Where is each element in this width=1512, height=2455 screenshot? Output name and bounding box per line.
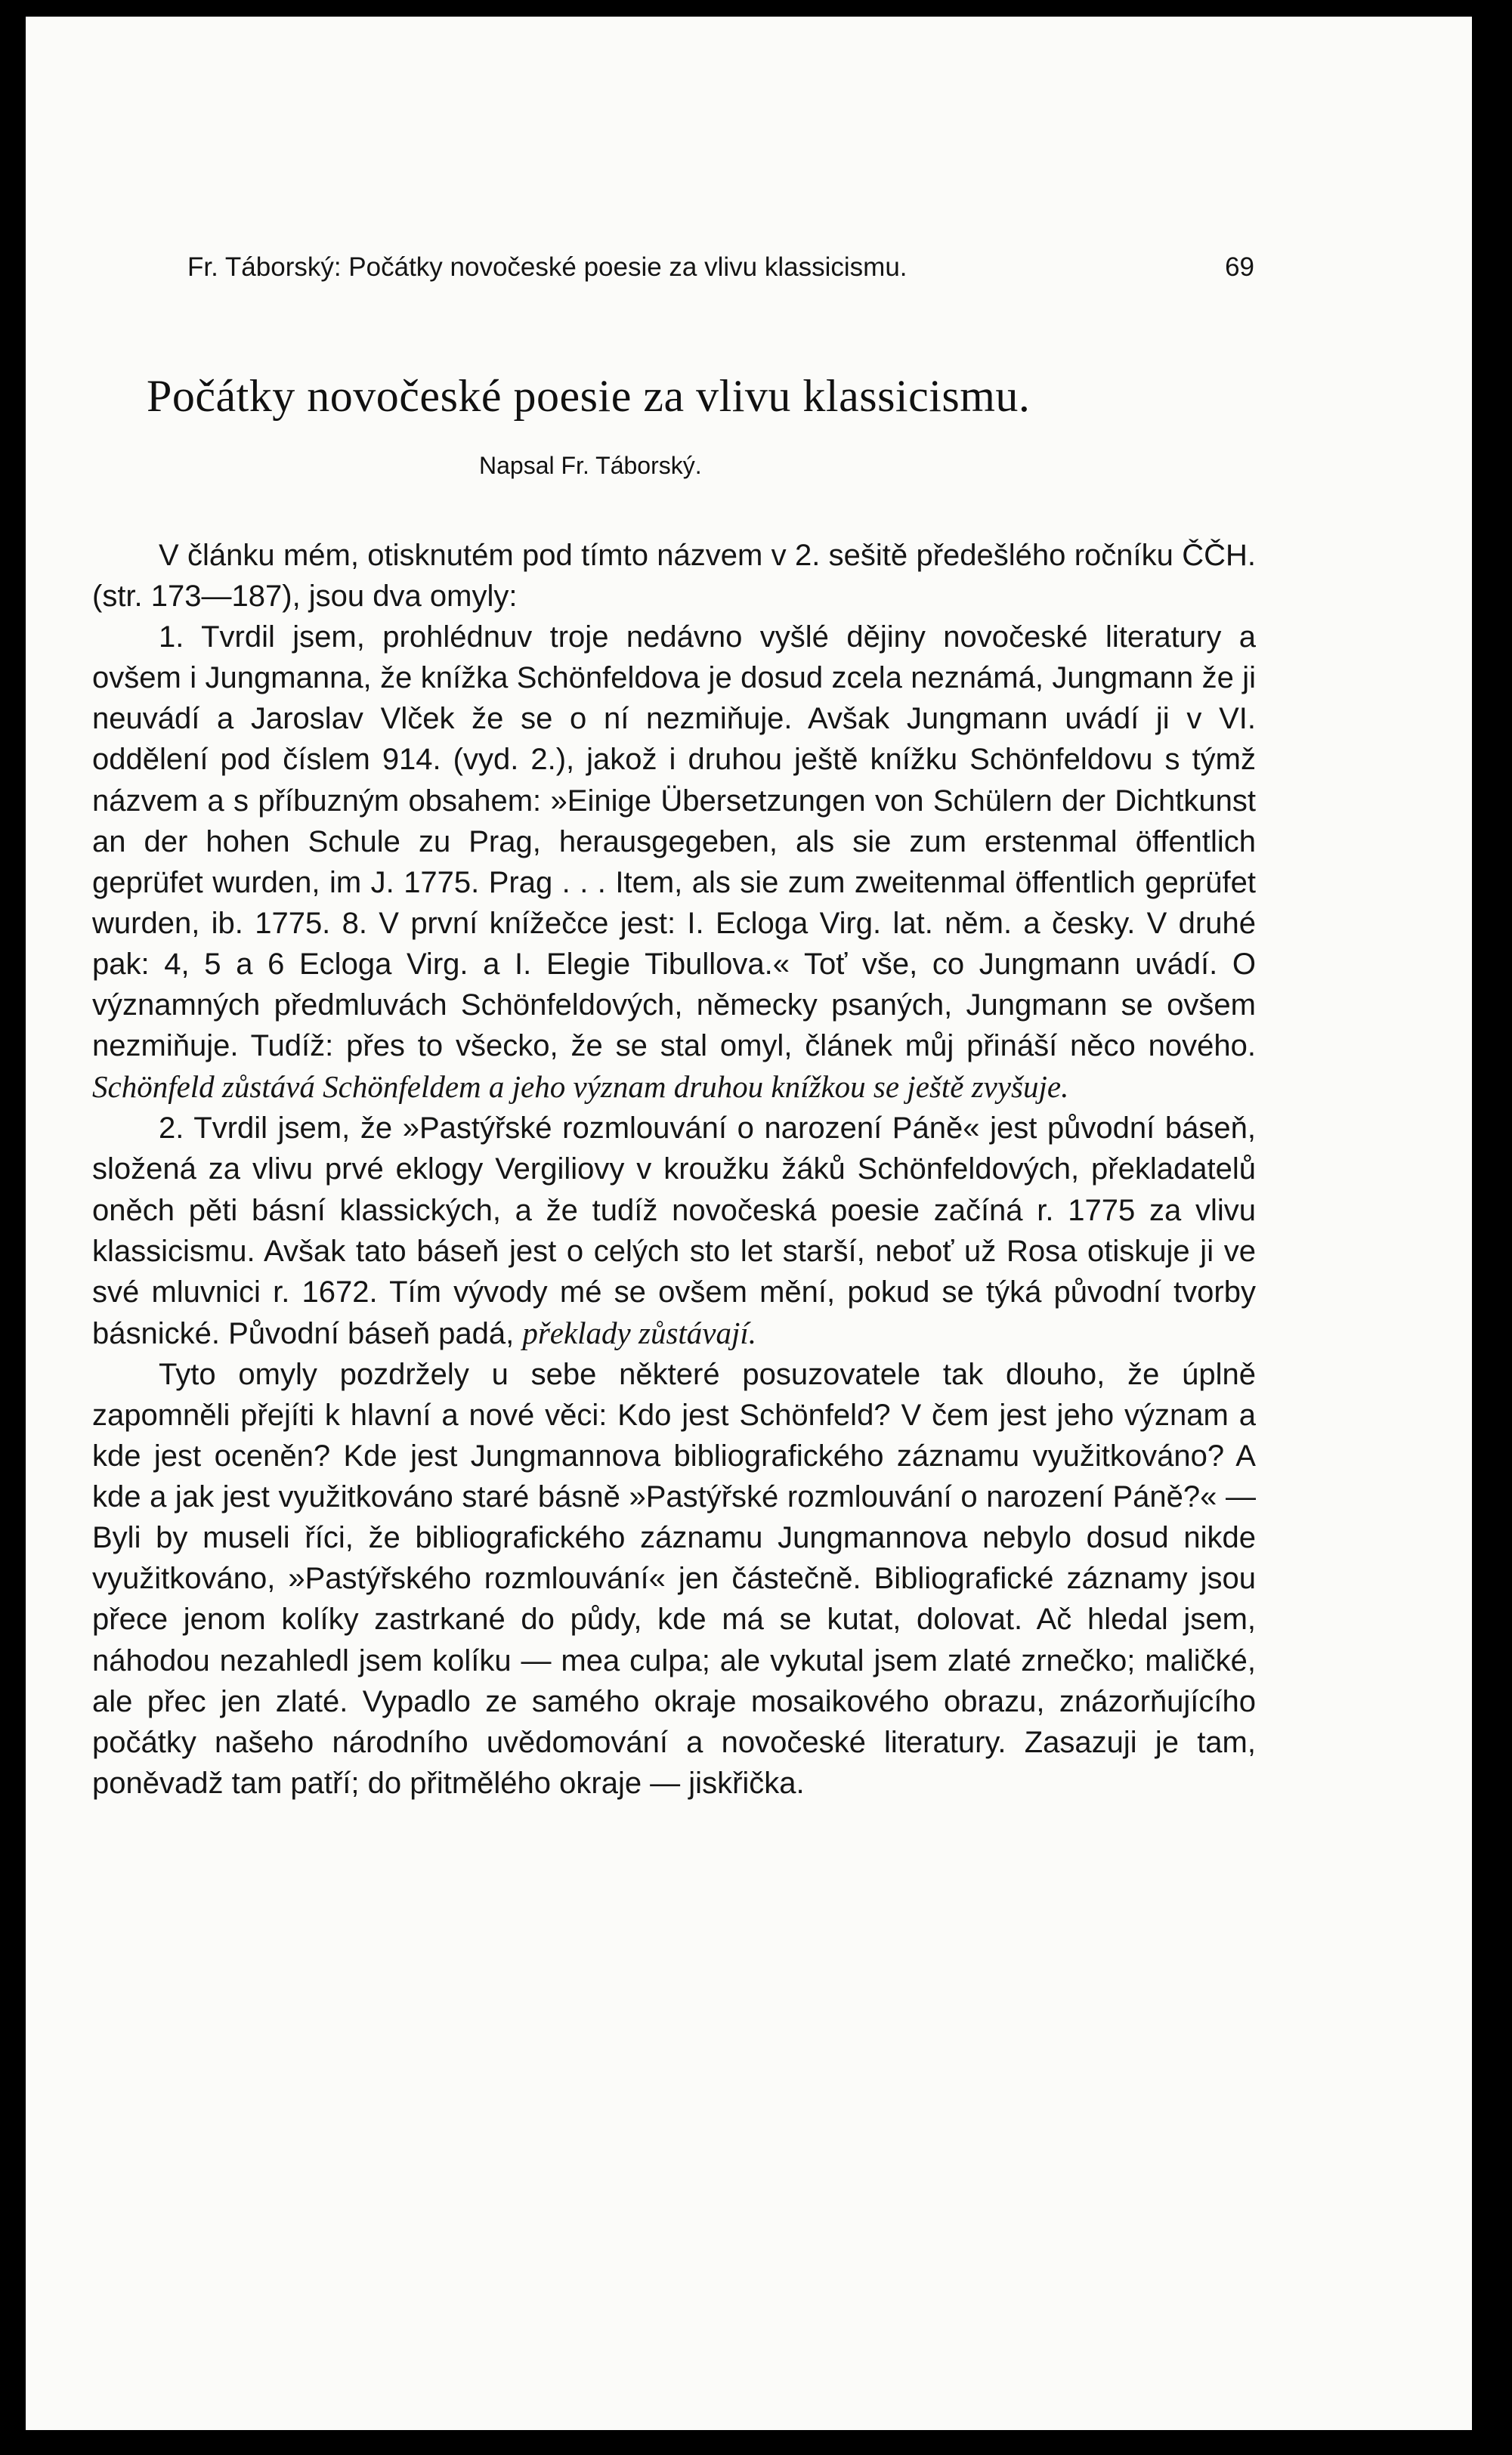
article-byline: Napsal Fr. Táborský. bbox=[479, 452, 702, 479]
running-title: Fr. Táborský: Počátky novočeské poesie za vlivu klassicismu. bbox=[187, 252, 908, 282]
paragraph-2-text: 1. Tvrdil jsem, prohlédnuv troje nedávno vyšlé dějiny novočeské literatury a ovšem i Jungmanna, že knížka Schönfeldova je dosud zcela neznámá, Jungmann že ji neuvádí a Jaroslav Vlček že se o ní nezmiňuje. Avšak Jungmann uvádí ji v VI. oddělení pod číslem 914. (vyd. 2.), jakož i druhou ještě knížku Schönfeldovu s týmž názvem a s příbuzným obsahem: »Einige Übersetzungen von Schülern der Dichtkunst an der hohen Schule zu Prag, herausgegeben, als sie zum erstenmal öffentlich geprüfet wurden, im J. 1775. Prag . . . Item, als sie zum zweitenmal öffentlich geprüfet wurden, ib. 1775. 8. V první knížečce jest: I. Ecloga Virg. lat. něm. a česky. V druhé pak: 4, 5 a 6 Ecloga Virg. a I. Elegie Tibullova.« Toť vše, co Jungmann uvádí. O významných předmluvách Schönfeldových, německy psaných, Jungmann se ovšem nezmiňuje. Tudíž: přes to všecko, že se stal omyl, článek můj přináší něco nového. bbox=[92, 620, 1256, 1063]
paragraph-3-italic: překlady zůstávají. bbox=[522, 1315, 757, 1350]
paragraph-4 bbox=[92, 1354, 1256, 1804]
paragraph-1-text: V článku mém, otisknutém pod tímto názvem v 2. sešitě předešlého ročníku ČČH. (str. 173—187), jsou dva omyly: bbox=[92, 539, 1256, 614]
article-body bbox=[92, 535, 1256, 1804]
article-title: Počátky novočeské poesie za vlivu klassicismu. bbox=[147, 371, 1031, 421]
page-number: 69 bbox=[1225, 252, 1254, 282]
book-page bbox=[26, 17, 1472, 2430]
paragraph-3-text: 2. Tvrdil jsem, že »Pastýřské rozmlouvání o narození Páně« jest původní báseň, složená za vlivu prvé eklogy Vergiliovy v kroužku žáků Schönfeldových, překladatelů oněch pěti básní klassických, a že tudíž novočeská poesie začíná r. 1775 za vlivu klassicismu. Avšak tato báseň jest o celých sto let starší, neboť už Rosa otiskuje ji ve své mluvnici r. 1672. Tím vývody mé se ovšem mění, pokud se týká původní tvorby básnické. Původní báseň padá, bbox=[92, 1112, 1256, 1350]
paragraph-2 bbox=[92, 617, 1256, 1108]
paragraph-4-text: Tyto omyly pozdržely u sebe některé posuzovatele tak dlouho, že úplně zapomněli přejíti k hlavní a nové věci: Kdo jest Schönfeld? V čem jest jeho význam a kde jest oceněn? Kde jest Jungmannova bibliografického záznamu využitkováno? A kde a jak jest využitkováno staré básně »Pastýřské rozmlouvání o narození Páně?« — Byli by museli říci, že bibliografického záznamu Jungmannova nebylo dosud nikde využitkováno, »Pastýřského rozmlouvání« jen částečně. Bibliografické záznamy jsou přece jenom kolíky zastrkané do půdy, kde má se kutat, dolovat. Ač hledal jsem, náhodou nezahledl jsem kolíku — mea culpa; ale vykutal jsem zlaté zrnečko; maličké, ale přec jen zlaté. Vypadlo ze samého okraje mosaikového obrazu, znázorňujícího počátky našeho národního uvědomování a novočeské literatury. Zasazuji je tam, poněvadž tam patří; do přitmělého okraje — jiskřička. bbox=[92, 1357, 1256, 1800]
paragraph-2-italic: Schönfeld zůstává Schönfeldem a jeho význam druhou knížkou se ještě zvyšuje. bbox=[92, 1069, 1069, 1105]
running-head bbox=[187, 252, 1254, 298]
paragraph-1 bbox=[92, 535, 1256, 617]
paragraph-3 bbox=[92, 1108, 1256, 1354]
